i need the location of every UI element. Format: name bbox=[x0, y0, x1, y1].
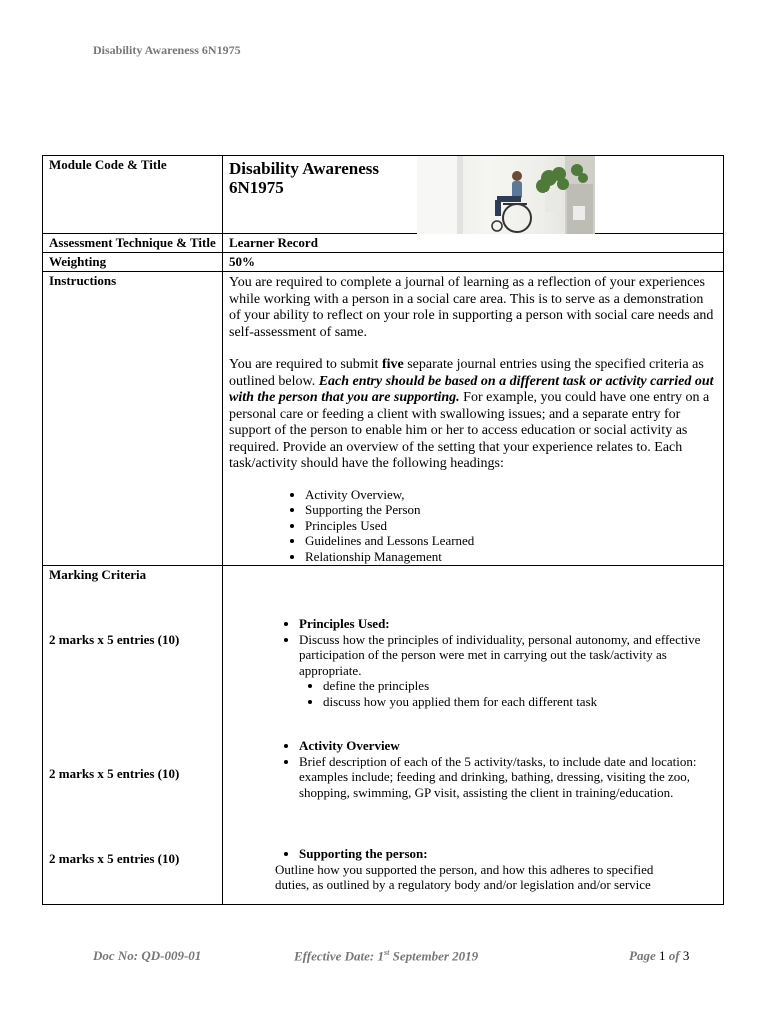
instructions-content bbox=[223, 272, 724, 566]
assessment-value: Learner Record bbox=[223, 234, 724, 253]
module-row bbox=[43, 156, 724, 234]
overview-heading: • Activity Overview bbox=[299, 738, 723, 754]
marking-left-cell bbox=[43, 566, 223, 905]
assessment-label: Assessment Technique & Title bbox=[43, 234, 223, 253]
marks-principles: 2 marks x 5 entries (10) bbox=[49, 632, 180, 647]
instructions-row bbox=[43, 272, 724, 566]
headings-list bbox=[229, 487, 717, 565]
list-item: • define the principles bbox=[323, 678, 723, 694]
effective-date: Effective Date: 1st September 2019 bbox=[294, 948, 479, 964]
module-title-line1: Disability Awareness bbox=[229, 159, 380, 178]
module-label: Module Code & Title bbox=[43, 156, 223, 234]
list-item: • Activity Overview, bbox=[305, 487, 717, 503]
instructions-label: Instructions bbox=[43, 272, 223, 566]
list-item: • discuss how you applied them for each different task bbox=[323, 694, 723, 710]
weighting-row bbox=[43, 253, 724, 272]
weighting-label: Weighting bbox=[43, 253, 223, 272]
module-code: 6N1975 bbox=[229, 178, 284, 197]
wheelchair-user-photo bbox=[417, 156, 595, 234]
module-title-cell bbox=[223, 156, 724, 234]
assessment-row bbox=[43, 234, 724, 253]
supporting-heading: • Supporting the person: bbox=[299, 846, 723, 862]
marking-criteria-label: Marking Criteria bbox=[49, 567, 147, 582]
list-item: • Guidelines and Lessons Learned bbox=[305, 533, 717, 549]
supporting-line-2: duties, as outlined by a regulatory body and/or legislation and/or service bbox=[275, 877, 651, 892]
overview-description: • Brief description of each of the 5 activity/tasks, to include date and location: examples include; feeding and drinking, bathing, dressing, visiting the zoo, shopping, swimming, GP visit, assisting the client in training/education. bbox=[299, 754, 723, 801]
criteria-principles bbox=[223, 616, 723, 709]
principles-heading: • Principles Used: bbox=[299, 616, 723, 632]
weighting-value: 50% bbox=[223, 253, 724, 272]
page-number: Page 1 of 3 bbox=[629, 948, 690, 963]
instructions-paragraph-1: You are required to complete a journal of learning as a reflection of your experiences while working with a person in a social care area. This is to serve as a demonstration of your ability to reflect on your role in supporting a person with social care needs and self-assessment of same. bbox=[229, 275, 714, 340]
list-item: • Principles Used bbox=[305, 518, 717, 534]
running-header: Disability Awareness 6N1975 bbox=[93, 43, 241, 57]
marking-right-cell bbox=[223, 566, 724, 905]
supporting-line-1: Outline how you supported the person, and how this adheres to specified bbox=[275, 861, 654, 877]
marks-overview: 2 marks x 5 entries (10) bbox=[49, 766, 180, 781]
principles-description: • Discuss how the principles of individuality, personal autonomy, and effective participation of the person were met in carrying out the task/activity as appropriate. bbox=[299, 632, 723, 679]
doc-number: Doc No: QD-009-01 bbox=[93, 948, 202, 963]
marking-criteria-row bbox=[43, 566, 724, 905]
instructions-paragraph-2: You are required to submit five separate journal entries using the specified criteria as outlined below. Each entry should be based on a different task or activity carried out with the person that you are supporting. For example, you could have one entry on a personal care or feeding a client with swallowing issues; and a separate entry for support of the person to enable him or her to access education or social activity as required. Provide an overview of the setting that your experience relates to. Each task/activity should have the following headings: bbox=[229, 357, 714, 471]
criteria-overview bbox=[223, 738, 723, 800]
assessment-table bbox=[42, 155, 724, 905]
criteria-supporting bbox=[223, 846, 723, 893]
list-item: • Relationship Management bbox=[305, 549, 717, 565]
list-item: • Supporting the Person bbox=[305, 502, 717, 518]
marks-supporting: 2 marks x 5 entries (10) bbox=[49, 851, 180, 866]
